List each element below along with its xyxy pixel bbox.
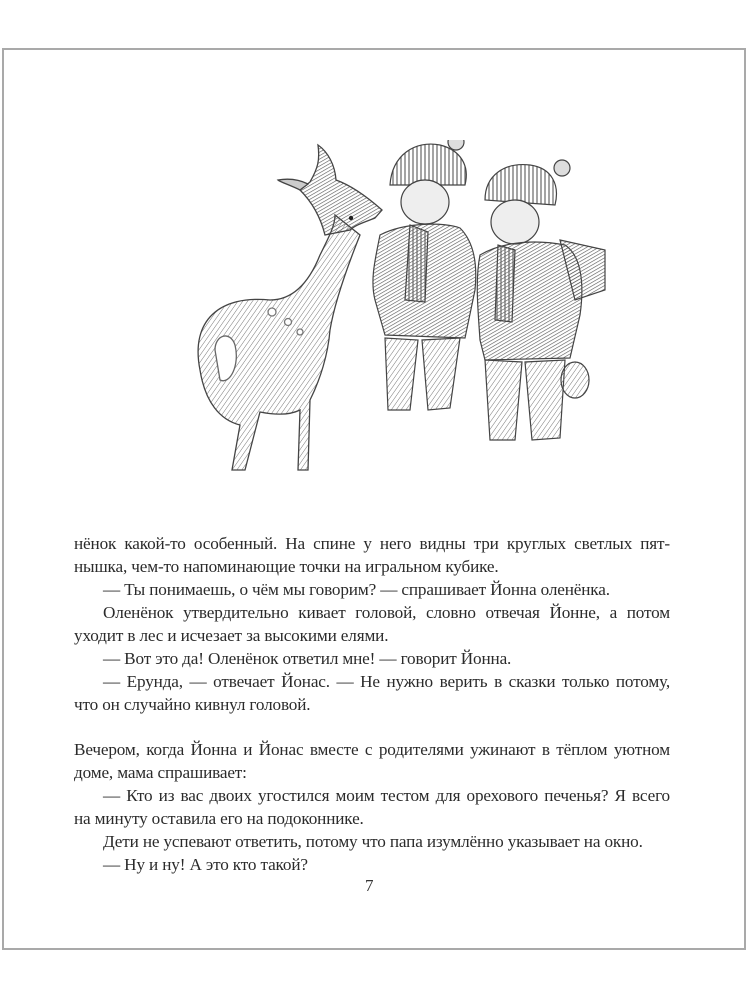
- text-line: нышка, чем-то напоминающие точки на игральном кубике.: [74, 557, 499, 576]
- text-line: — Вот это да! Оленёнок ответил мне! — говорит Йонна.: [103, 649, 512, 668]
- illustration-fawn-and-children: [160, 140, 620, 520]
- child-right-drawing: [477, 160, 605, 440]
- text-line: доме, мама спрашивает:: [74, 763, 247, 782]
- child-left-drawing: [373, 140, 476, 410]
- text-line: нёнок какой-то особенный. На спине у него видны три круглых светлых пят-: [74, 534, 670, 553]
- text-line: — Ерунда, — отвечает Йонас. — Не нужно верить в сказки только потому,: [103, 672, 670, 691]
- text-line: на минуту оставила его на подоконнике.: [74, 809, 364, 828]
- text-line: Оленёнок утвердительно кивает головой, словно отвечая Йонне, а потом: [103, 603, 670, 622]
- fawn-drawing: [198, 145, 382, 470]
- section-break: [74, 716, 670, 738]
- paragraph-group-1: [74, 532, 670, 716]
- text-line: Дети не успевают ответить, потому что папа изумлённо указывает на окно.: [103, 832, 643, 851]
- paragraph-group-2: [74, 738, 670, 876]
- page-number: 7: [365, 876, 374, 895]
- text-line: Вечером, когда Йонна и Йонас вместе с родителями ужинают в тёплом уютном: [74, 740, 670, 759]
- text-line: — Кто из вас двоих угостился моим тестом для орехового печенья? Я всего: [103, 786, 670, 805]
- text-line: что он случайно кивнул головой.: [74, 695, 311, 714]
- story-text: [74, 532, 670, 876]
- text-line: — Ты понимаешь, о чём мы говорим? — спрашивает Йонна оленёнка.: [103, 580, 610, 599]
- text-line: уходит в лес и исчезает за высокими елями.: [74, 626, 389, 645]
- text-line: — Ну и ну! А это кто такой?: [103, 855, 308, 874]
